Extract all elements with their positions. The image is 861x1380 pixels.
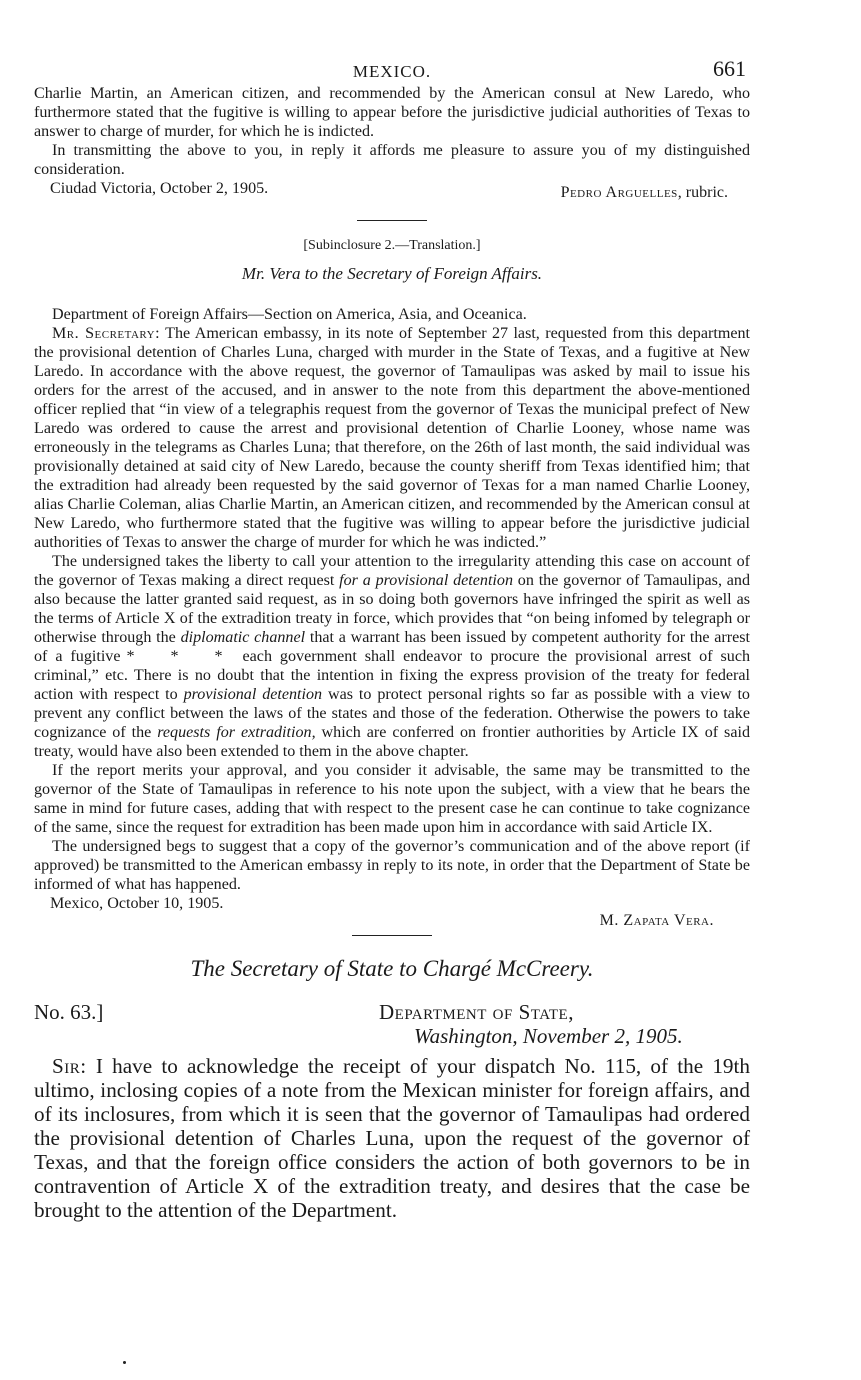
subinclosure-heading: [Subinclosure 2.—Translation.]: [303, 238, 481, 253]
subinclosure-title: Mr. Vera to the Secretary of Foreign Affairs.: [241, 264, 543, 283]
signature: M. Zapata Vera.: [599, 912, 714, 929]
paragraph: If the report merits your approval, and you consider it advisable, the same may be transmitted to the governor of the State of Tamaulipas in reference to his note upon the subject, with a view that he bears the same in mind for future cases, adding that with respect to the present case he can continue to take cognizance of the same, since the request for extradition has been made upon him in accordance with said Article IX.: [34, 762, 750, 836]
paragraph: In transmitting the above to you, in reply it affords me pleasure to assure you of my distinguished consideration.: [34, 142, 750, 178]
signature: [561, 183, 728, 202]
text-run: that a warrant has been issued by competent authority for the arrest of a fugitive: [34, 629, 751, 665]
emphasis: requests for extradition,: [157, 724, 316, 741]
page-number: 661: [713, 56, 746, 81]
text-run: was to protect personal rights so far as possible with a view to prevent any conflict between the laws of the states and those of the federation. Otherwise the powers to take cognizance of the: [34, 686, 750, 741]
letter-heading: [34, 1000, 750, 1048]
signature-name: Pedro Arguelles: [560, 184, 678, 201]
emphasis: diplomatic channel: [180, 629, 306, 646]
signature-suffix: , rubric.: [677, 184, 728, 201]
text-run: each government shall endeavor to procure the provisional arrest of such criminal,” etc. There is no doubt that the intention in fixing the express provision of the treaty for federal action with respect to: [34, 648, 751, 703]
place-date: Ciudad Victoria, October 2, 1905.: [50, 180, 269, 197]
letter-body-text: I have to acknowledge the receipt of your dispatch No. 115, of the 19th ultimo, inclosing copies of a note from the Mexican minister for foreign affairs, and of its inclosures, from which it is seen that the governor of Tamaulipas had ordered the provisional detention of Charles Luna, upon the request of the governor of Texas, and that the foreign office considers the action of both governors to be in contravention of Article X of the extradition treaty, and desires that the case be brought to the attention of the Department.: [34, 1054, 751, 1222]
section-divider: [352, 935, 432, 936]
signature-row: [34, 181, 750, 205]
letter-body: [34, 1054, 750, 1222]
letter-date: Washington, November 2, 1905.: [414, 1024, 683, 1048]
previous-letter-ending: [34, 84, 750, 205]
place-date: Mexico, October 10, 1905.: [50, 895, 224, 912]
department-line: Department of Foreign Affairs—Section on America, Asia, and Oceanica.: [52, 306, 527, 323]
paragraph: [34, 552, 750, 761]
letter-title: The Secretary of State to Chargé McCreery.: [190, 956, 594, 981]
text-run: The undersigned takes the liberty to call your attention to the irregularity attending this case on account of the governor of Texas making a direct request: [34, 553, 750, 589]
dispatch-number: No. 63.]: [34, 1000, 104, 1024]
signature-row: [34, 909, 750, 933]
running-title: MEXICO.: [352, 62, 432, 81]
department-name: Department of State,: [379, 1000, 574, 1024]
paragraph: Charlie Martin, an American citizen, and recommended by the American consul at New Laredo, who furthermore stated that the fugitive is willing to appear before the jurisdictive judicial authorities of Texas to answer to charge of murder, for which he is indicted.: [34, 85, 750, 140]
running-header: [34, 50, 750, 84]
document-page: [34, 50, 750, 1222]
subinclosure-body: [34, 305, 750, 933]
emphasis: for a provisional detention: [339, 572, 513, 589]
text-run: which are conferred on frontier authorities by Article IX of said treaty, would have also been extended to them in the above chapter.: [34, 724, 750, 760]
salutation: Sir:: [52, 1054, 87, 1078]
emphasis: provisional detention: [183, 686, 323, 703]
paragraph: The undersigned begs to suggest that a copy of the governor’s communication and of the above report (if approved) be transmitted to the American embassy in reply to its note, in order that the Department of State be informed of what has happened.: [34, 838, 750, 893]
ellipsis-stars: * * *: [126, 648, 237, 665]
stray-mark: [123, 1361, 126, 1364]
salutation: Mr. Secretary:: [52, 325, 161, 342]
paragraph: [34, 324, 750, 552]
paragraph-text: The American embassy, in its note of September 27 last, requested from this department the provisional detention of Charles Luna, charged with murder in the State of Texas, and a fugitive at New Laredo. In accordance with the above request, the governor of Tamaulipas was asked by mail to issue his orders for the arrest of the accused, and in answer to the note from this department the above-mentioned officer replied that “in view of a telegraphis request from the governor of Texas the municipal prefect of New Laredo was ordered to cause the arrest and provisional detention of Charlie Looney, whose name was erroneously in the telegrams as Charles Luna; that therefore, on the 26th of last month, the said individual was provisionally detained at said city of New Laredo, because the county sheriff from Texas identified him; that the extradition had already been requested by the said governor of Texas for a man named Charlie Looney, alias Charlie Coleman, alias Charlie Martin, an American citizen, and recommended by the American consul at New Laredo, who furthermore stated that the fugitive was willing to appear before the jurisdictive judicial authorities of Texas to answer the charge of murder for which he was indicted.”: [34, 325, 750, 551]
text-run: on the governor of Tamaulipas, and also because the latter granted said request, as in so doing both governors have infringed the spirit as well as the terms of Article X of the extradition treaty in force, which provides that “on being infomed by telegraph or otherwise through the: [34, 572, 751, 646]
section-divider: [357, 220, 427, 221]
